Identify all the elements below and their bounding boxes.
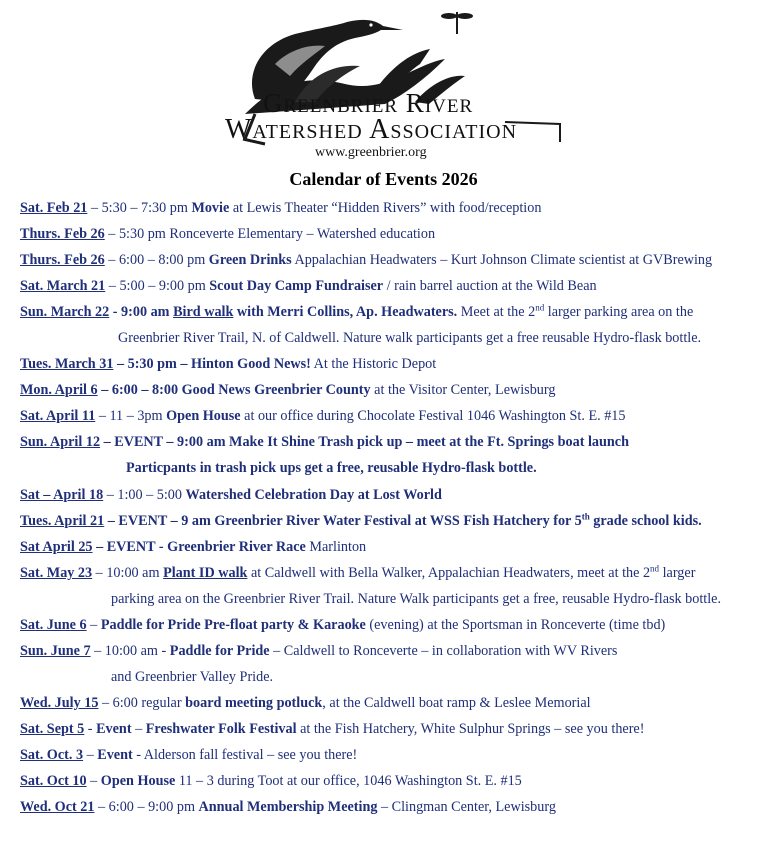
- event-date: Sat. Sept 5: [20, 721, 85, 737]
- event-text: / rain barrel auction at the Wild Bean: [383, 278, 597, 294]
- event-text: at Caldwell with Bella Walker, Appalachian Headwaters, meet at the 2: [247, 565, 651, 581]
- event-title: – 6:00 – 8:00 Good News Greenbrier County: [97, 382, 371, 398]
- event-row: [20, 720, 644, 738]
- event-date: Tues. April 21: [20, 513, 105, 529]
- event-text: –: [83, 747, 98, 763]
- event-continuation: Greenbrier River Trail, N. of Caldwell. Nature walk participants get a free reusable Hydro-flask bottle.: [118, 330, 702, 346]
- page-title: Calendar of Events 2026: [289, 169, 478, 189]
- event-title: Open House: [166, 408, 241, 424]
- event-row: [20, 381, 555, 399]
- event-text: – 6:00 – 8:00 pm: [104, 252, 209, 268]
- event-text: (evening) at the Sportsman in Ronceverte (time tbd): [365, 617, 666, 633]
- event-date: Sat April 25: [20, 539, 93, 555]
- event-row: [20, 199, 541, 217]
- event-date: Sun. April 12: [20, 434, 101, 450]
- logo-line-1: Greenbrier River: [263, 88, 474, 118]
- event-text: at Lewis Theater “Hidden Rivers” with food/reception: [229, 200, 542, 216]
- event-date: Sat. May 23: [20, 565, 93, 581]
- event-text: -: [84, 721, 97, 737]
- event-row: [20, 512, 702, 530]
- event-time: - 9:00 am: [109, 304, 174, 320]
- event-row: [20, 303, 693, 321]
- event-date: Sat. June 6: [20, 617, 87, 633]
- event-title: Paddle for Pride: [169, 643, 270, 659]
- event-row: [20, 538, 366, 556]
- event-date: Sat. March 21: [20, 278, 106, 294]
- event-text: – 1:00 – 5:00: [103, 487, 186, 503]
- event-text: At the Historic Depot: [310, 356, 437, 372]
- event-text: - Alderson fall festival – see you there!: [132, 747, 358, 763]
- superscript: nd: [535, 302, 545, 313]
- event-row: [20, 355, 436, 373]
- event-title: – EVENT – 9 am Greenbrier River Water Festival at WSS Fish Hatchery for 5: [104, 513, 582, 529]
- event-title: – 5:30 pm – Hinton Good News!: [113, 356, 311, 372]
- event-title: grade school kids.: [589, 513, 702, 529]
- event-date: Sat. Oct. 3: [20, 747, 84, 763]
- event-date: Sat. April 11: [20, 408, 96, 424]
- event-row: [20, 694, 591, 712]
- event-row: [20, 798, 556, 816]
- event-text: 11 – 3 during Toot at our office, 1046 Washington St. E. #15: [175, 773, 522, 789]
- event-title: Bird walk: [173, 304, 234, 320]
- event-text: –: [86, 617, 101, 633]
- event-title: Movie: [191, 200, 230, 216]
- event-text: – 5:30 pm Ronceverte Elementary – Watershed education: [104, 226, 436, 242]
- event-date: Sat. Feb 21: [20, 200, 88, 216]
- event-text: – 5:00 – 9:00 pm: [105, 278, 210, 294]
- event-date: Thurs. Feb 26: [20, 226, 105, 242]
- event-title: Open House: [100, 773, 176, 789]
- event-date: Thurs. Feb 26: [20, 252, 105, 268]
- event-title: Freshwater Folk Festival: [145, 721, 297, 737]
- event-date: Wed. Oct 21: [20, 799, 95, 815]
- event-text: larger parking area on the: [544, 304, 694, 320]
- event-row: [20, 616, 665, 634]
- event-date: Sun. June 7: [20, 643, 91, 659]
- event-text: – Clingman Center, Lewisburg: [377, 799, 556, 815]
- event-row: [20, 433, 629, 451]
- event-text: – 10:00 am: [92, 565, 164, 581]
- event-row: [20, 772, 522, 790]
- event-text: at the Visitor Center, Lewisburg: [370, 382, 556, 398]
- event-text: –: [131, 721, 146, 737]
- superscript: nd: [650, 563, 660, 574]
- event-title: – EVENT – 9:00 am Make It Shine Trash pick up – meet at the Ft. Springs boat launch: [100, 434, 629, 450]
- event-title: board meeting potluck: [185, 695, 323, 711]
- event-date: Sun. March 22: [20, 304, 110, 320]
- event-row: [20, 564, 695, 582]
- event-date: Tues. March 31: [20, 356, 114, 372]
- event-title: Event: [96, 721, 132, 737]
- event-title: Green Drinks: [208, 252, 292, 268]
- event-row: [20, 225, 435, 243]
- event-title: Event: [97, 747, 133, 763]
- event-text: – 10:00 am -: [90, 643, 170, 659]
- website-url[interactable]: www.greenbrier.org: [315, 145, 427, 160]
- event-date: Sat. Oct 10: [20, 773, 87, 789]
- event-title: Watershed Celebration Day at Lost World: [185, 487, 442, 503]
- event-text: –: [86, 773, 101, 789]
- logo: [215, 4, 575, 166]
- event-row: [20, 251, 712, 269]
- event-text: – 5:30 – 7:30 pm: [87, 200, 192, 216]
- event-text: Appalachian Headwaters – Kurt Johnson Climate scientist at GVBrewing: [291, 252, 713, 268]
- event-text: – 6:00 – 9:00 pm: [94, 799, 199, 815]
- event-text: larger: [659, 565, 696, 581]
- event-date: Sat – April 18: [20, 487, 104, 503]
- event-text: Meet at the 2: [457, 304, 536, 320]
- event-text: Marlinton: [305, 539, 367, 555]
- event-title: Annual Membership Meeting: [198, 799, 378, 815]
- event-title: Paddle for Pride Pre-float party & Karaoke: [100, 617, 366, 633]
- event-text: – Caldwell to Ronceverte – in collaboration with WV Rivers: [269, 643, 618, 659]
- event-row: [20, 642, 617, 660]
- event-row: [20, 407, 626, 425]
- event-title: – EVENT - Greenbrier River Race: [92, 539, 306, 555]
- logo-line-2: Watershed Association: [225, 114, 518, 145]
- event-title: Scout Day Camp Fundraiser: [209, 278, 384, 294]
- event-text: – 6:00 regular: [98, 695, 186, 711]
- event-row: [20, 277, 597, 295]
- event-continuation: and Greenbrier Valley Pride.: [111, 669, 274, 685]
- event-text: at the Fish Hatchery, White Sulphur Springs – see you there!: [296, 721, 645, 737]
- event-text: at our office during Chocolate Festival 1046 Washington St. E. #15: [240, 408, 626, 424]
- event-continuation: Particpants in trash pick ups get a free, reusable Hydro-flask bottle.: [126, 460, 537, 476]
- event-title: Plant ID walk: [163, 565, 248, 581]
- event-row: [20, 746, 357, 764]
- superscript: th: [581, 511, 590, 522]
- event-date: Mon. April 6: [20, 382, 98, 398]
- event-text: – 11 – 3pm: [95, 408, 167, 424]
- event-text: , at the Caldwell boat ramp & Leslee Memorial: [322, 695, 591, 711]
- event-continuation: parking area on the Greenbrier River Trail. Nature Walk participants get a free, reusable Hydro-flask bottle.: [111, 591, 722, 607]
- event-row: [20, 486, 442, 504]
- event-title: with Merri Collins, Ap. Headwaters.: [233, 304, 458, 320]
- event-date: Wed. July 15: [20, 695, 99, 711]
